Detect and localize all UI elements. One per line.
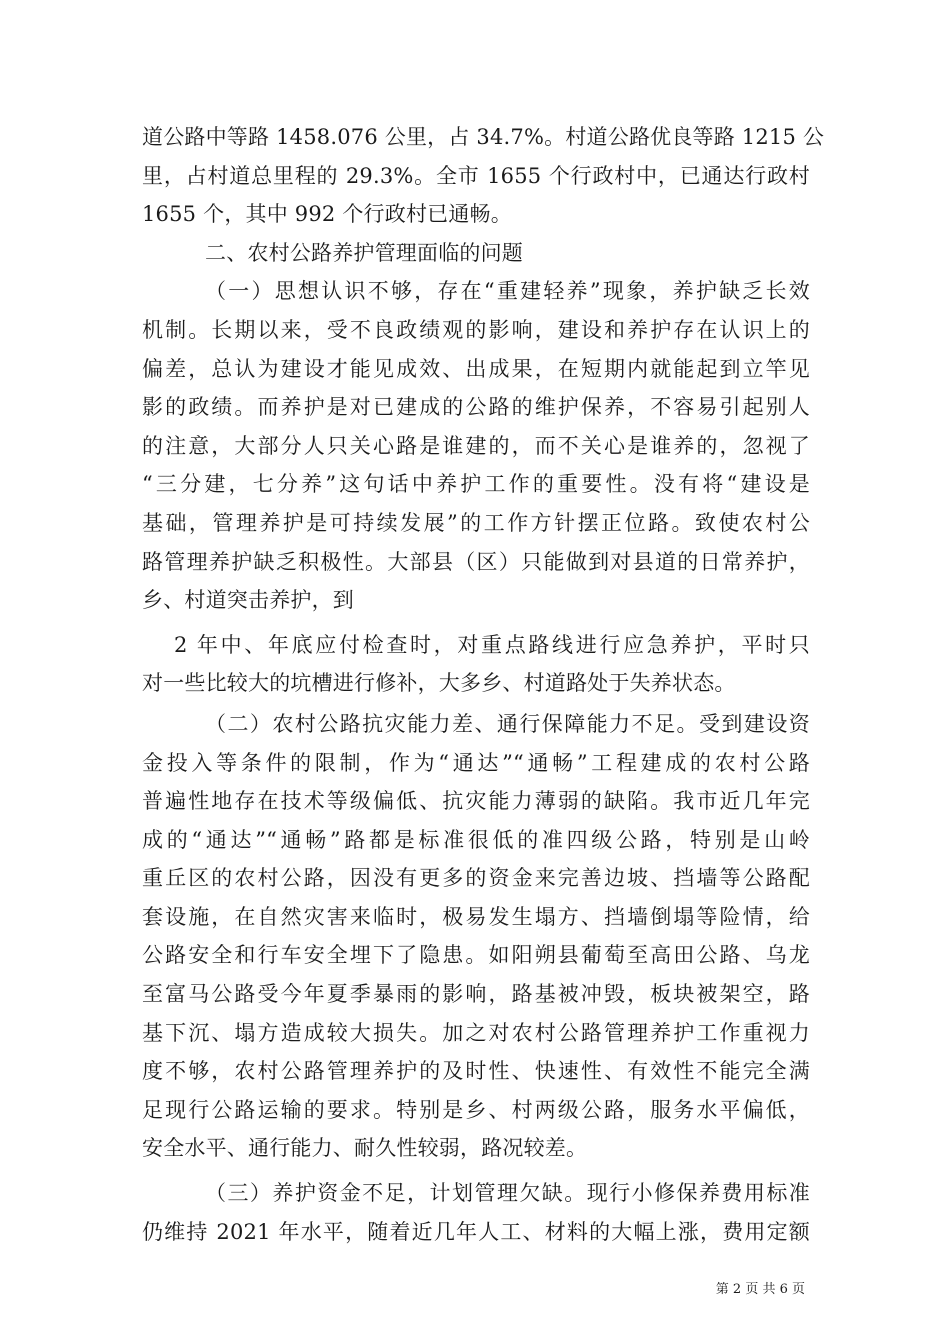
text-line: “三分建，七分养”这句话中养护工作的重要性。没有将“建设是 [142, 472, 810, 497]
text-line: 基础，管理养护是可持续发展”的工作方针摆正位路。致使农村公 [142, 510, 810, 535]
text-line: 道公路中等路 1458.076 公里，占 34.7%。村道公路优良等路 1215 公 [142, 125, 825, 149]
text-line: 度不够，农村公路管理养护的及时性、快速性、有效性不能完全满 [142, 1059, 810, 1084]
text-line: 普遍性地存在技术等级偏低、抗灾能力薄弱的缺陷。我市近几年完 [142, 789, 810, 814]
text-line: 公路安全和行车安全埋下了隐患。如阳朔县葡萄至高田公路、乌龙 [142, 943, 810, 968]
text-line: 至富马公路受今年夏季暴雨的影响，路基被冲毁，板块被架空，路 [142, 982, 810, 1007]
document-body [142, 118, 825, 1251]
text-line: 路管理养护缺乏积极性。大部县（区）只能做到对县道的日常养护， [142, 549, 810, 574]
text-line: 2 年中、年底应付检查时，对重点路线进行应急养护，平时只 [174, 632, 810, 657]
text-line: 足现行公路运输的要求。特别是乡、村两级公路，服务水平偏低， [142, 1097, 810, 1122]
text-line: 1655 个，其中 992 个行政村已通畅。 [142, 202, 512, 227]
text-line: 金投入等条件的限制，作为“通达”“通畅”工程建成的农村公路 [142, 750, 810, 775]
text-line: 乡、村道突击养护，到 [142, 588, 354, 613]
text-line: 的注意，大部分人只关心路是谁建的，而不关心是谁养的，忽视了 [142, 433, 810, 458]
text-line: 仍维持 2021 年水平，随着近几年人工、材料的大幅上涨，费用定额 [142, 1219, 810, 1244]
page-number: 第 2 页 共 6 页 [715, 1282, 805, 1297]
text-line: 安全水平、通行能力、耐久性较弱，路况较差。 [142, 1136, 588, 1161]
text-line: 机制。长期以来，受不良政绩观的影响，建设和养护存在认识上的 [142, 317, 810, 342]
text-line: 重丘区的农村公路，因没有更多的资金来完善边坡、挡墙等公路配 [142, 866, 810, 891]
text-line: 二、农村公路养护管理面临的问题 [205, 240, 523, 265]
text-line: （二）农村公路抗灾能力差、通行保障能力不足。受到建设资 [205, 711, 810, 736]
text-line: （一）思想认识不够，存在“重建轻养”现象，养护缺乏长效 [205, 279, 810, 304]
text-line: 偏差，总认为建设才能见成效、出成果，在短期内就能起到立竿见 [142, 356, 810, 381]
text-line: 对一些比较大的坑槽进行修补，大多乡、村道路处于失养状态。 [142, 671, 736, 696]
text-line: 里，占村道总里程的 29.3%。全市 1655 个行政村中，已通达行政村 [142, 163, 810, 188]
text-line: （三）养护资金不足，计划管理欠缺。现行小修保养费用标准 [205, 1181, 810, 1206]
text-line: 影的政绩。而养护是对已建成的公路的维护保养，不容易引起别人 [142, 395, 810, 420]
text-line: 成的“通达”“通畅”路都是标准很低的准四级公路，特别是山岭 [142, 827, 810, 852]
text-line: 套设施，在自然灾害来临时，极易发生塌方、挡墙倒塌等险情，给 [142, 904, 810, 929]
text-line: 基下沉、塌方造成较大损失。加之对农村公路管理养护工作重视力 [142, 1020, 810, 1045]
